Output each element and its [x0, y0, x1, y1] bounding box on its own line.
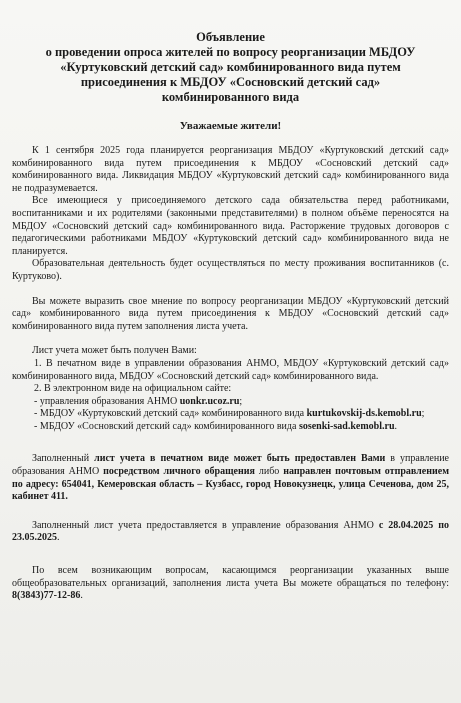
list-item-electronic: 2. В электронном виде на официальном сайте: — [34, 383, 232, 395]
paragraph-contacts — [12, 565, 449, 603]
site-item-sosnovka — [12, 421, 449, 434]
paragraph-reorganization-plan: К 1 сентября 2025 года планируется реорганизация МБДОУ «Куртуковский детский сад» комбинированного вида путем присоединения к МБДОУ «Сосновский детский сад» комбинированного вида. Ликвидация МБДОУ «Куртуковский детский сад» комбинированного вида не подразумевается. — [12, 145, 449, 194]
site-url-kurtukovskij[interactable]: kurtukovskij-ds.kemobl.ru — [306, 408, 422, 420]
mailing-address: направлен почтовым отправлением по адресу: 654041, Кемеровская область – Кузбасс, город Новокузнецк, улица Сеченова, дом 25, кабинет 411. — [12, 466, 450, 503]
document-title: Объявление — [196, 30, 265, 44]
text-run: либо — [254, 466, 284, 478]
site-item-kurtukovo — [12, 408, 449, 421]
subtitle-line: комбинированного вида — [161, 90, 300, 104]
text-run: Заполненный — [32, 453, 95, 465]
punctuation: . — [80, 590, 83, 602]
punctuation: ; — [421, 408, 425, 420]
paragraph-obligations: Все имеющиеся у присоединяемого детского сада обязательства перед работниками, воспитанниками и их родителями (законными представителями) в полном объёме переносятся на МБДОУ «Сосновский детский сад» комбинированного вида. Расторжение трудовых договоров с педагогическими работниками МБДОУ «Куртуковский детский сад» комбинированного вида не планируется. — [12, 195, 449, 257]
list-item-printed: 1. В печатном виде в управлении образования АНМО, МБДОУ «Куртуковский детский сад» комбинированного вида, МБДОУ «Сосновский детский сад» комбинированного вида. — [12, 357, 449, 382]
site-label: - управления образования АНМО — [34, 395, 180, 407]
date-range: с 28.04.2025 по 23.05.2025 — [12, 519, 449, 544]
greeting: Уважаемые жители! — [179, 120, 282, 132]
document-subtitle — [12, 45, 449, 105]
subtitle-line: присоединения к МБДОУ «Сосновский детский сад» — [80, 75, 381, 89]
paragraph-education-location: Образовательная деятельность будет осуществляться по месту проживания воспитанников (с. Куртуково). — [12, 258, 449, 282]
punctuation: ; — [239, 395, 243, 407]
subtitle-line: «Куртуковский детский сад» комбинированного вида путем — [60, 60, 401, 74]
paragraph-express-opinion: Вы можете выразить свое мнение по вопросу реорганизации МБДОУ «Куртуковский детский сад» комбинированного вида путем присоединения к МБДОУ «Сосновский детский сад» комбинированного вида путем заполнения листа учета. — [12, 295, 449, 332]
site-item-education-dept — [12, 396, 449, 409]
text-run: в управление образования АНМО — [12, 453, 449, 478]
punctuation: . — [394, 420, 398, 432]
text-run-bold: посредством личного обращения — [103, 466, 255, 478]
paragraph-submission-dates — [12, 520, 449, 545]
text-run-bold: лист учета в печатном виде может быть предоставлен Вами — [94, 453, 386, 465]
phone-number[interactable]: 8(3843)77-12-86 — [12, 590, 81, 602]
site-url-sosenki[interactable]: sosenki-sad.kemobl.ru — [298, 420, 395, 432]
text-run: По всем возникающим вопросам, касающимся реорганизации указанных выше общеобразовательных организаций, заполнения листа учета Вы можете обращаться по телефону: — [12, 565, 449, 589]
site-url-uonkr[interactable]: uonkr.ucoz.ru — [179, 395, 240, 407]
paragraph-form-availability: Лист учета может быть получен Вами: — [32, 345, 197, 357]
punctuation: . — [57, 532, 60, 544]
text-run: Заполненный лист учета предоставляется в управление образования АНМО — [32, 519, 379, 531]
subtitle-line: о проведении опроса жителей по вопросу реорганизации МБДОУ — [45, 45, 416, 59]
site-label: - МБДОУ «Куртуковский детский сад» комбинированного вида — [34, 408, 307, 420]
site-label: - МБДОУ «Сосновский детский сад» комбинированного вида — [34, 420, 299, 432]
paragraph-submission — [12, 453, 449, 503]
